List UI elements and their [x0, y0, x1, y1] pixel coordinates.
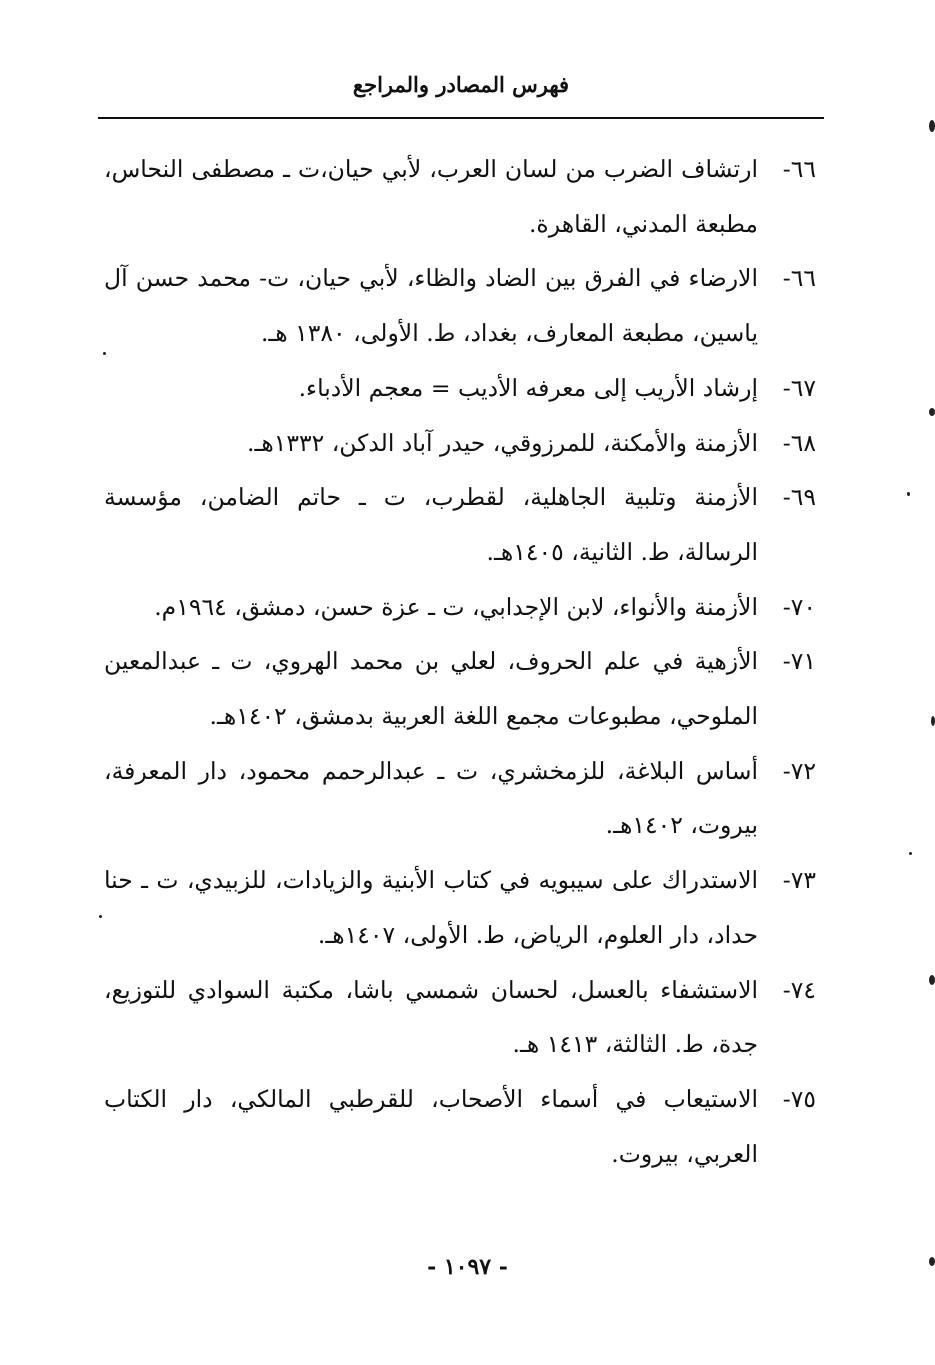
entry-number: ٧٠-: [782, 592, 816, 621]
bibliography-entry: [104, 1072, 816, 1181]
bibliography-entry: [104, 142, 816, 251]
scan-speck: [103, 352, 106, 355]
scan-speck: [907, 492, 910, 496]
scan-speck: [929, 975, 935, 985]
entry-number: ٦٧-: [782, 373, 816, 402]
bibliography-entry: [104, 853, 816, 962]
entry-text: الأزهية في علم الحروف، لعلي بن محمد الهروي، ت ـ عبدالمعين الملوحي، مطبوعات مجمع اللغة العربية بدمشق، ١٤٠٢هـ.: [104, 647, 758, 731]
entry-number: ٧١-: [782, 647, 816, 676]
bibliography-entry: [104, 251, 816, 360]
scan-speck: [931, 716, 935, 726]
entry-text: الارضاء في الفرق بين الضاد والظاء، لأبي حيان، ت- محمد حسن آل ياسين، مطبعة المعارف، بغداد، ط. الأولى، ١٣٨٠ هـ.: [104, 264, 758, 348]
entry-number: ٧٣-: [782, 866, 816, 895]
bibliography-entry: [104, 580, 816, 635]
bibliography-entry: [104, 963, 816, 1072]
running-head-title: فهرس المصادر والمراجع: [352, 72, 570, 97]
entry-number: ٧٢-: [782, 756, 816, 785]
entry-number: ٦٦-: [782, 264, 816, 293]
bibliography-list: [104, 142, 816, 1181]
entry-number: ٧٥-: [782, 1084, 816, 1113]
bibliography-entry: [104, 361, 816, 416]
scan-speck: [909, 852, 912, 855]
entry-text: الاستشفاء بالعسل، لحسان شمسي باشا، مكتبة السوادي للتوزيع، جدة، ط. الثالثة، ١٤١٣ هـ.: [104, 975, 758, 1059]
scan-speck: [99, 915, 102, 918]
entry-text: الأزمنة وتلبية الجاهلية، لقطرب، ت ـ حاتم الضامن، مؤسسة الرسالة، ط. الثانية، ١٤٠٥هـ.: [104, 483, 758, 566]
entry-text: الاستيعاب في أسماء الأصحاب، للقرطبي المالكي، دار الكتاب العربي، بيروت.: [104, 1084, 758, 1168]
scan-speck: [929, 120, 935, 132]
entry-text: الأزمنة والأمكنة، للمرزوقي، حيدر آباد الدكن، ١٣٣٢هـ.: [246, 428, 758, 457]
entry-number: ٦٩-: [782, 483, 816, 512]
entry-text: الأزمنة والأنواء، لابن الإجدابي، ت ـ عزة حسن، دمشق، ١٩٦٤م.: [154, 592, 758, 621]
bibliography-entry: [104, 744, 816, 853]
bibliography-entry: [104, 634, 816, 743]
entry-number: ٦٨-: [782, 428, 816, 457]
bibliography-entry: [104, 416, 816, 471]
entry-number: ٦٦-: [782, 155, 816, 183]
entry-number: ٧٤-: [782, 975, 816, 1004]
scan-speck: [929, 408, 935, 416]
entry-text: الاستدراك على سيبويه في كتاب الأبنية والزيادات، للزبيدي، ت ـ حنا حداد، دار العلوم، الرياض، ط. الأولى، ١٤٠٧هـ.: [104, 866, 758, 949]
entry-text: إرشاد الأريب إلى معرفه الأديب = معجم الأدباء.: [298, 373, 758, 402]
page-number: - ١٠٩٧ -: [427, 1254, 508, 1280]
header-rule: [98, 117, 824, 119]
scan-speck: [929, 1257, 935, 1266]
bibliography-entry: [104, 470, 816, 579]
entry-text: ارتشاف الضرب من لسان العرب، لأبي حيان،ت ـ مصطفى النحاس، مطبعة المدني، القاهرة.: [104, 155, 758, 238]
entry-text: أساس البلاغة، للزمخشري، ت ـ عبدالرحمم محمود، دار المعرفة، بيروت، ١٤٠٢هـ.: [104, 756, 758, 840]
